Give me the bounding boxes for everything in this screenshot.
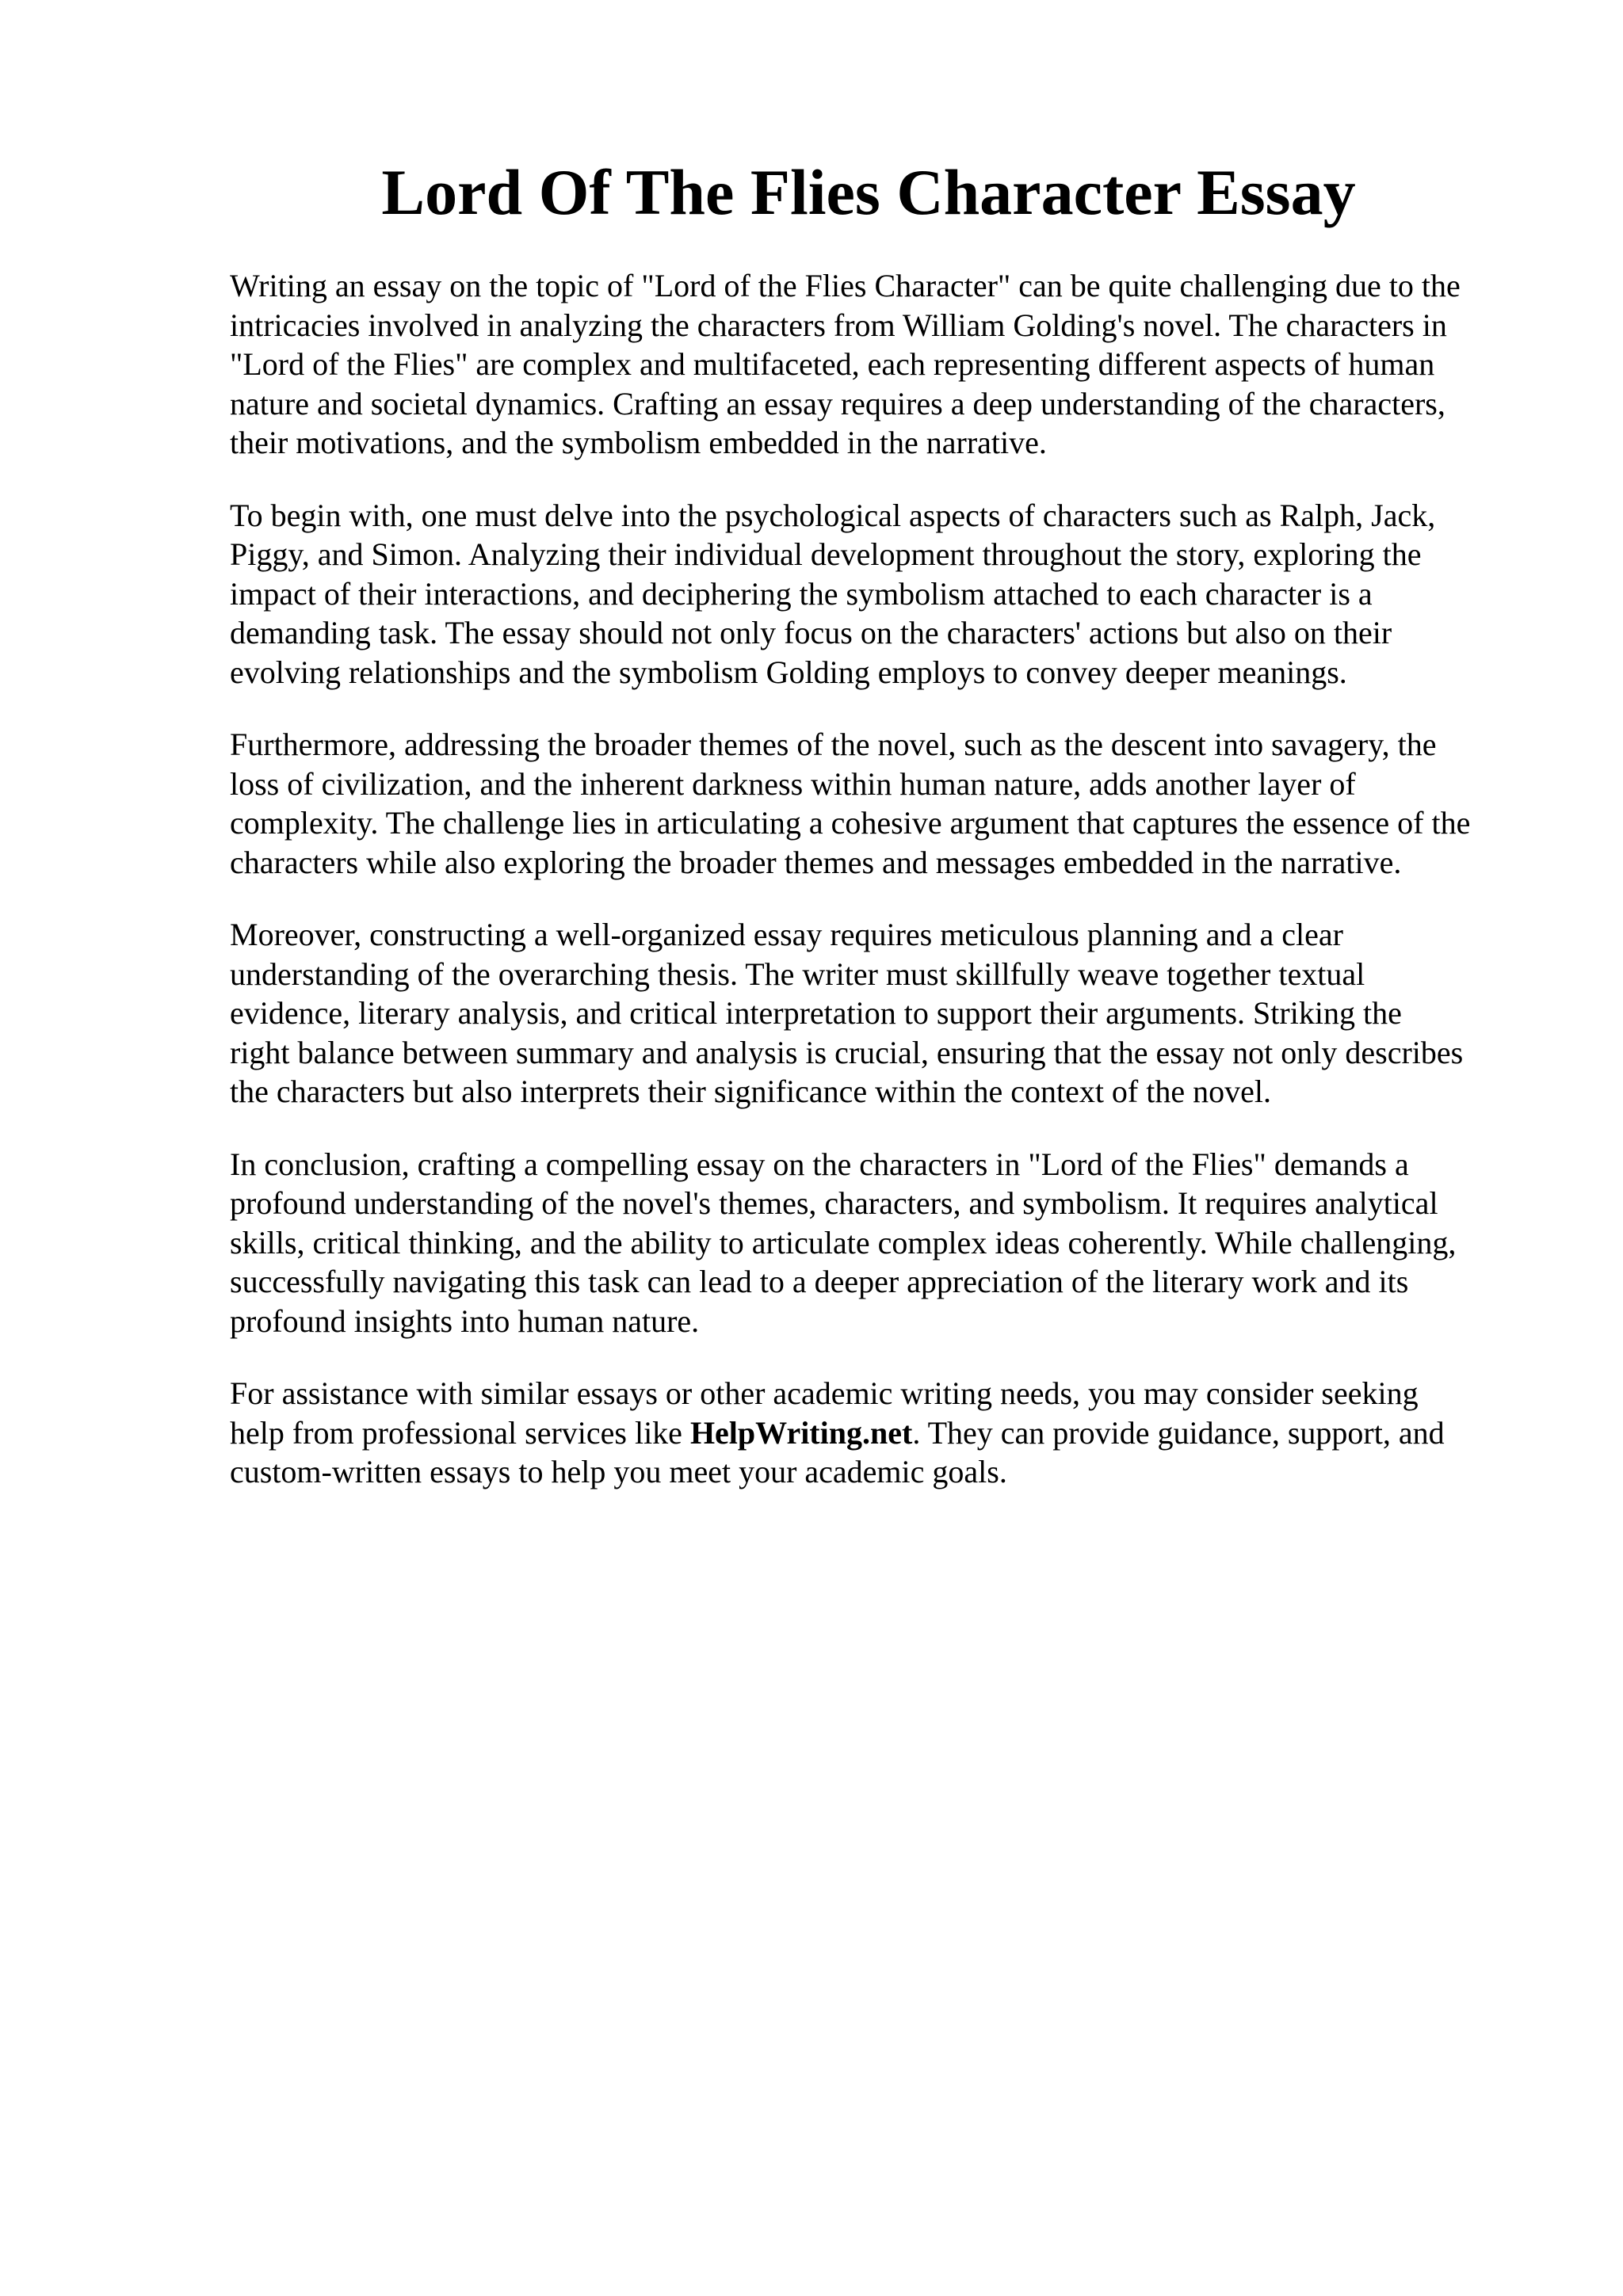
paragraph-line: profound insights into human nature. <box>230 1302 700 1339</box>
paragraph-line: In conclusion, crafting a compelling essay on the characters in "Lord of the Flies" demands a <box>230 1146 1409 1182</box>
paragraph-line: custom-written essays to help you meet your academic goals. <box>230 1454 1007 1489</box>
paragraph-2 <box>230 496 1545 692</box>
paragraph-line: profound understanding of the novel's themes, characters, and symbolism. It requires analytical <box>230 1185 1438 1221</box>
closing-text-before: help from professional services like <box>230 1414 690 1451</box>
paragraph-5 <box>230 1145 1545 1341</box>
paragraph-4 <box>230 915 1545 1112</box>
paragraph-line: loss of civilization, and the inherent darkness within human nature, adds another layer of <box>230 765 1356 802</box>
paragraph-line: understanding of the overarching thesis. The writer must skillfully weave together textual <box>230 955 1365 992</box>
paragraph-3 <box>230 725 1545 882</box>
paragraph-line: right balance between summary and analysis is crucial, ensuring that the essay not only describes <box>230 1034 1464 1070</box>
paragraph-line: For assistance with similar essays or other academic writing needs, you may consider seeking <box>230 1375 1419 1411</box>
paragraph-line: impact of their interactions, and deciphering the symbolism attached to each character is a <box>230 575 1373 612</box>
paragraph-1 <box>230 266 1545 463</box>
paragraph-line: demanding task. The essay should not only focus on the characters' actions but also on their <box>230 615 1392 650</box>
paragraph-line: complexity. The challenge lies in articulating a cohesive argument that captures the essence of the <box>230 805 1471 841</box>
paragraph-line: nature and societal dynamics. Crafting an essay requires a deep understanding of the characters, <box>230 385 1445 421</box>
brand-name: HelpWriting.net <box>689 1414 913 1451</box>
paragraph-line: skills, critical thinking, and the ability to articulate complex ideas coherently. While challenging, <box>230 1224 1457 1261</box>
closing-line-with-brand <box>230 1413 1545 1453</box>
paragraph-line: intricacies involved in analyzing the characters from William Golding's novel. The characters in <box>230 307 1447 343</box>
paragraph-line: the characters but also interprets their significance within the context of the novel. <box>230 1074 1271 1109</box>
paragraph-line: characters while also exploring the broader themes and messages embedded in the narrative. <box>230 844 1402 880</box>
closing-paragraph <box>230 1374 1545 1492</box>
paragraph-line: Furthermore, addressing the broader themes of the novel, such as the descent into savagery, the <box>230 727 1437 762</box>
closing-text-after: . They can provide guidance, support, and <box>912 1414 1445 1451</box>
paragraph-line: "Lord of the Flies" are complex and multifaceted, each representing different aspects of human <box>230 346 1435 382</box>
paragraph-line: their motivations, and the symbolism embedded in the narrative. <box>230 425 1047 460</box>
paragraph-line: To begin with, one must delve into the psychological aspects of characters such as Ralph, Jack, <box>230 497 1436 533</box>
paragraph-line: Moreover, constructing a well-organized essay requires meticulous planning and a clear <box>230 917 1343 952</box>
essay-body <box>230 266 1545 1525</box>
paragraph-line: Piggy, and Simon. Analyzing their individual development throughout the story, exploring the <box>230 536 1422 572</box>
paragraph-line: evidence, literary analysis, and critical interpretation to support their arguments. Striking the <box>230 995 1402 1031</box>
paragraph-line: evolving relationships and the symbolism Golding employs to convey deeper meanings. <box>230 654 1347 690</box>
paragraph-line: Writing an essay on the topic of "Lord of the Flies Character" can be quite challenging due to the <box>230 268 1461 303</box>
page-title: Lord Of The Flies Character Essay <box>381 156 1356 228</box>
paragraph-line: successfully navigating this task can lead to a deeper appreciation of the literary work and its <box>230 1264 1409 1299</box>
